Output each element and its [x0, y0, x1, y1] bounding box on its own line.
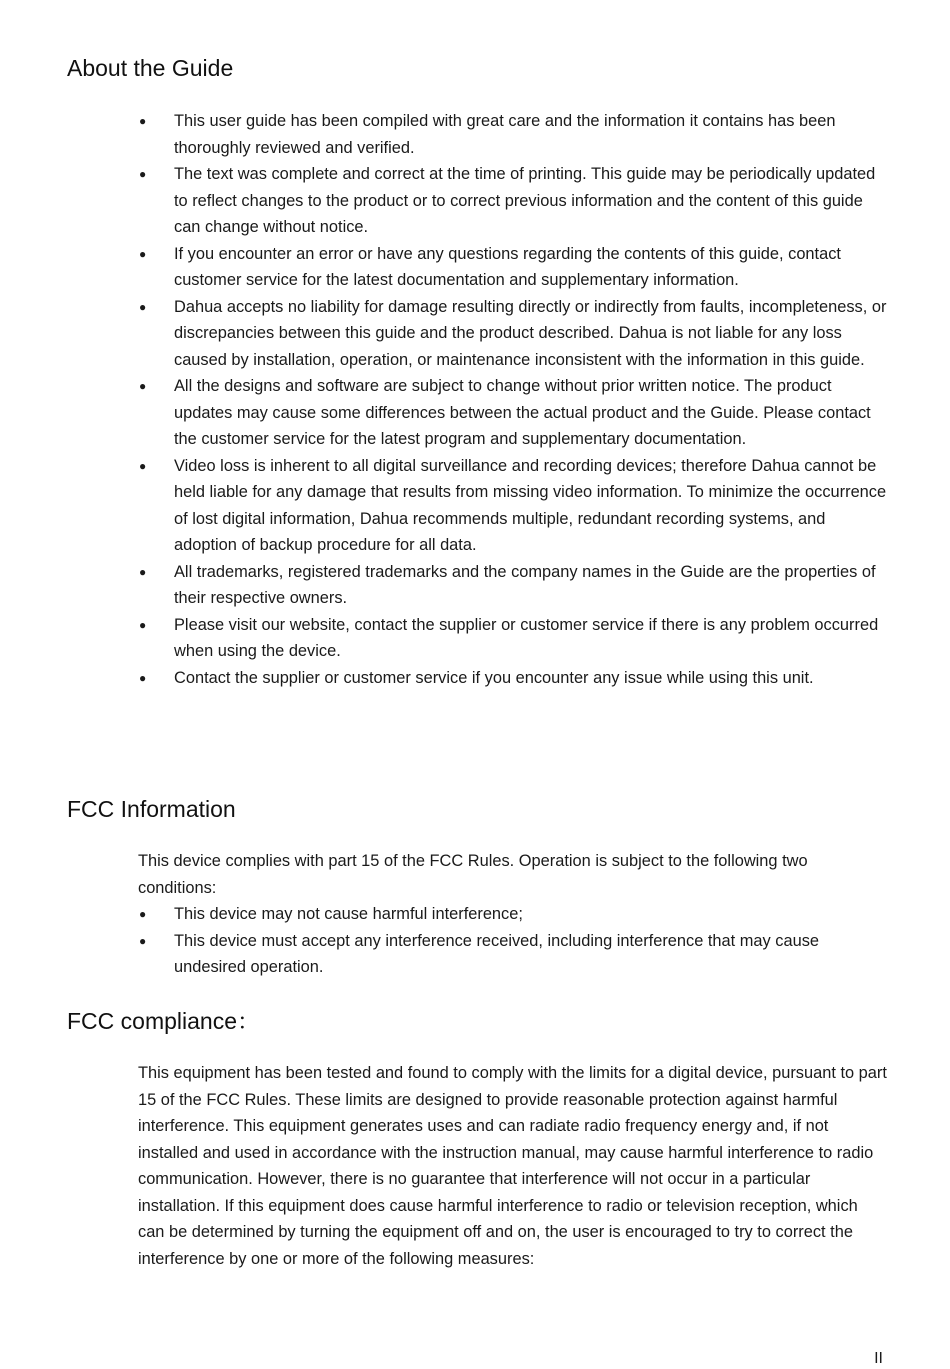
- fcc-condition-2: ● This device must accept any interference received, including interference that may cause undesired operation.: [138, 928, 888, 981]
- about-item-9: ● Contact the supplier or customer service if you encounter any issue while using this unit.: [138, 665, 888, 692]
- about-item-7: ● All trademarks, registered trademarks and the company names in the Guide are the properties of their respective owners.: [138, 559, 888, 612]
- bullet-icon: ●: [139, 379, 147, 393]
- about-item-3: ● If you encounter an error or have any questions regarding the contents of this guide, contact customer service for the latest documentation and supplementary information.: [138, 241, 888, 294]
- bullet-icon: ●: [139, 458, 147, 473]
- bullet-icon: ●: [139, 670, 147, 685]
- bullet-icon: ●: [139, 299, 147, 314]
- about-item-4: ● Dahua accepts no liability for damage resulting directly or indirectly from faults, incompleteness, or discrepancies between this guide and the product described. Dahua is not liable for any loss caused by installation, operation, or maintenance inconsistent with the information in this guide.: [138, 294, 888, 374]
- fcc-compliance-body: This equipment has been tested and found to comply with the limits for a digital device, pursuant to part 15 of the FCC Rules. These limits are designed to provide reasonable protection against harmful interference. This equipment generates uses and can radiate radio frequency energy and, if not installed and used in accordance with the instruction manual, may cause harmful interference to radio communication. However, there is no guarantee that interference will not occur in a particular installation. If this equipment does cause harmful interference to radio or television reception, which can be determined by turning the equipment off and on, the user is encouraged to try to correct the interference by one or more of the following measures:: [138, 1064, 887, 1268]
- about-item-2: ● The text was complete and correct at the time of printing. This guide may be periodically updated to reflect changes to the product or to correct previous information and the content of this guide can change without notice.: [138, 161, 888, 241]
- fcc-condition-1: ● This device may not cause harmful interference;: [138, 901, 888, 928]
- fcc-information-heading: FCC Information: [67, 796, 236, 822]
- about-item-8: ● Please visit our website, contact the supplier or customer service if there is any problem occurred when using the device.: [138, 612, 888, 665]
- bullet-icon: ●: [139, 617, 147, 632]
- fcc-compliance-heading: FCC compliance：: [67, 1008, 260, 1034]
- bullet-icon: ●: [139, 246, 147, 261]
- bullet-icon: ●: [139, 907, 147, 921]
- about-item-1: ● This user guide has been compiled with great care and the information it contains has been thoroughly reviewed and verified.: [138, 108, 888, 161]
- about-guide-heading: About the Guide: [67, 55, 234, 81]
- bullet-icon: ●: [139, 564, 147, 579]
- bullet-icon: ●: [139, 114, 147, 128]
- bullet-icon: ●: [139, 167, 147, 181]
- about-guide-list: [138, 108, 888, 691]
- about-item-5: ● All the designs and software are subject to change without prior written notice. The product updates may cause some differences between the actual product and the Guide. Please contact the customer service for the latest program and supplementary documentation.: [138, 373, 888, 453]
- fcc-conditions-list: [138, 901, 888, 981]
- fcc-information-intro: This device complies with part 15 of the FCC Rules. Operation is subject to the following two conditions:: [138, 852, 808, 897]
- page-number: II: [874, 1350, 883, 1367]
- bullet-icon: ●: [139, 933, 147, 948]
- about-item-6: ● Video loss is inherent to all digital surveillance and recording devices; therefore Dahua cannot be held liable for any damage that results from missing video information. To minimize the occurrence of lost digital information, Dahua recommends multiple, redundant recording systems, and adoption of backup procedure for all data.: [138, 453, 888, 559]
